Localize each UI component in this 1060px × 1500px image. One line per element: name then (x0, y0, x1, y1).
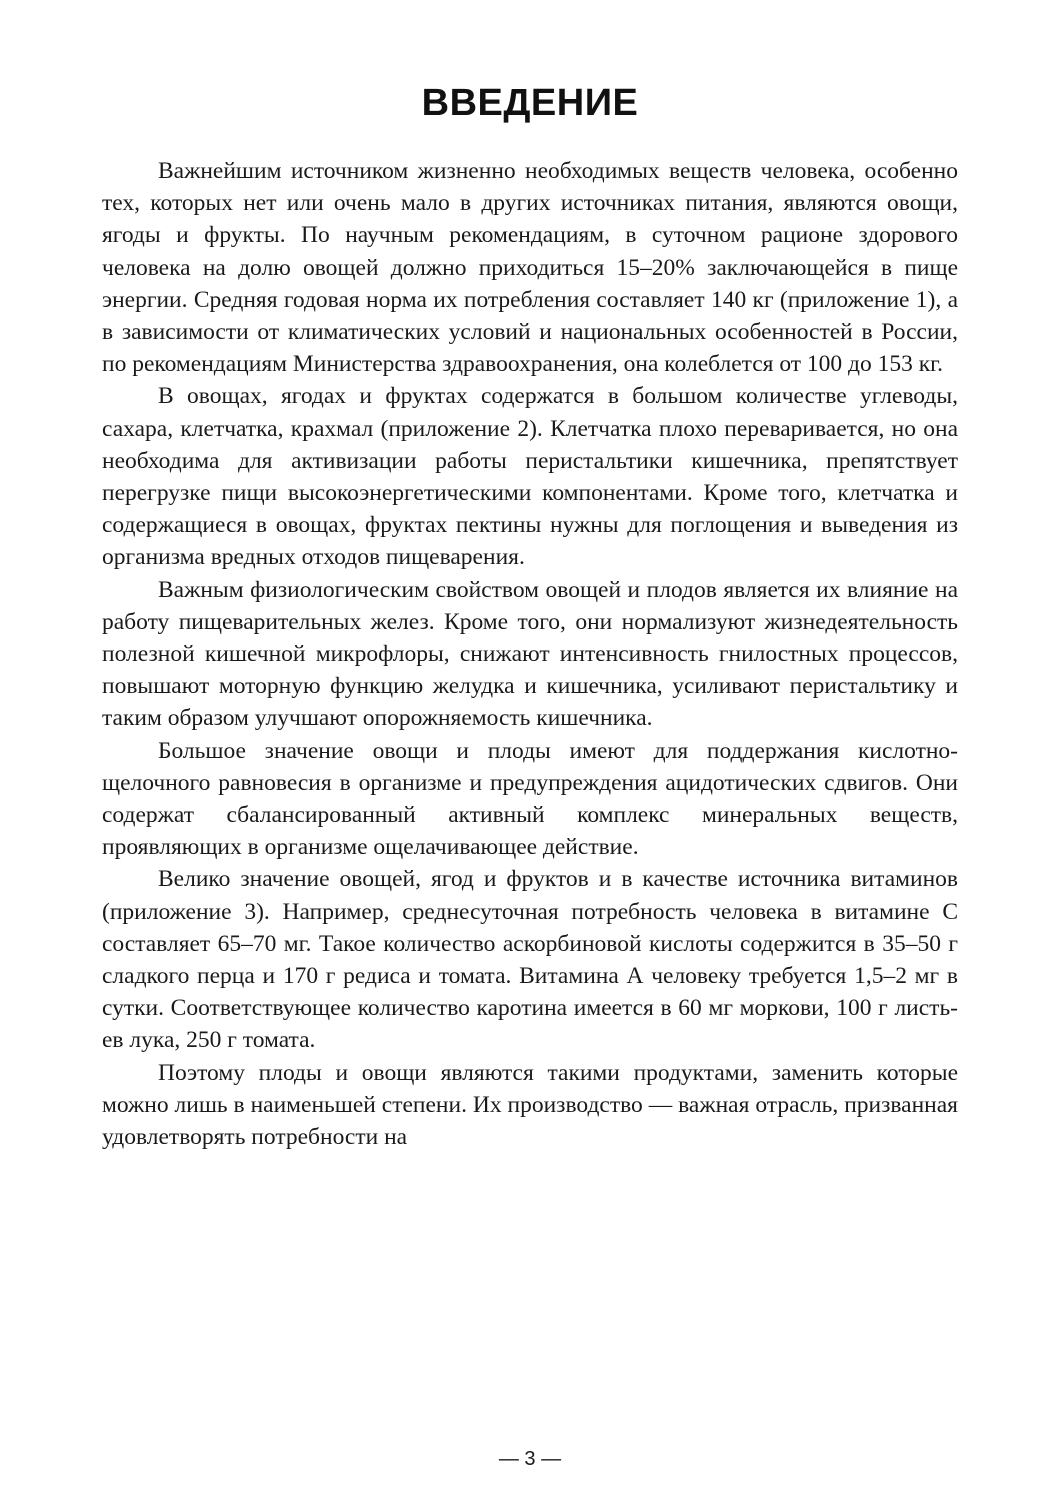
page-number: — 3 — (498, 1448, 562, 1470)
paragraph-4: Большое значение овощи и плоды имеют для поддержания кислотно-щелочного равновесия в организме и предупреждения ацидотических сдвигов. Они содержат сбалансированный активный комплекс минеральных веществ, проявляющих в организме ощелачивающее действие. (102, 737, 958, 861)
paragraph-5: Велико значение овощей, ягод и фруктов и в качестве источника витаминов (приложение 3). Например, среднесуточная потребность человека в витамине С составляет 65–70 мг. Такое количество аскорбиновой кислоты содержится в 35–50 г сладкого перца и 170 г редиса и томата. Витамина А человеку требуется 1,5–2 мг в сутки. Соответствующее количество каротина имеется в 60 мг моркови, 100 г листьев лука, 250 г томата. (102, 866, 958, 1054)
paragraph-2: В овощах, ягодах и фруктах содержатся в большом количестве углеводы, сахара, клетчатка, крахмал (приложение 2). Клетчатка плохо переваривается, но она необходима для активизации работы перистальтики кишечника, препятствует перегрузке пищи высокоэнергетическими компонентами. Кроме того, клетчатка и содержащиеся в овощах, фруктах пектины нужны для поглощения и выведения из организма вредных отходов пищеварения. (102, 383, 958, 571)
paragraph-3: Важным физиологическим свойством овощей и плодов является их влияние на работу пищеварительных желез. Кроме того, они нормализуют жизнедеятельность полезной кишечной микрофлоры, снижают интенсивность гнилостных процессов, повышают моторную функцию желудка и кишечника, усиливают перистальтику и таким образом улучшают опорожняемость кишечника. (102, 576, 958, 732)
paragraph-1: Важнейшим источником жизненно необходимых веществ человека, особенно тех, которых нет или очень мало в других источниках питания, являются овощи, ягоды и фрукты. По научным рекомендациям, в суточном рационе здорового человека на долю овощей должно приходиться 15–20% заключающейся в пище энергии. Средняя годовая норма их потребления составляет 140 кг (приложение 1), а в зависимости от климатических условий и национальных особенностей в России, по рекомендациям Министерства здравоохранения, она колеблется от 100 до 153 кг. (102, 158, 958, 378)
paragraph-6: Поэтому плоды и овощи являются такими продуктами, заменить которые можно лишь в наименьшей степени. Их производство — важная отрасль, призванная удовлетворять потребности на (102, 1059, 958, 1151)
body-text (102, 155, 958, 1153)
chapter-title: ВВЕДЕНИЕ (421, 82, 639, 124)
